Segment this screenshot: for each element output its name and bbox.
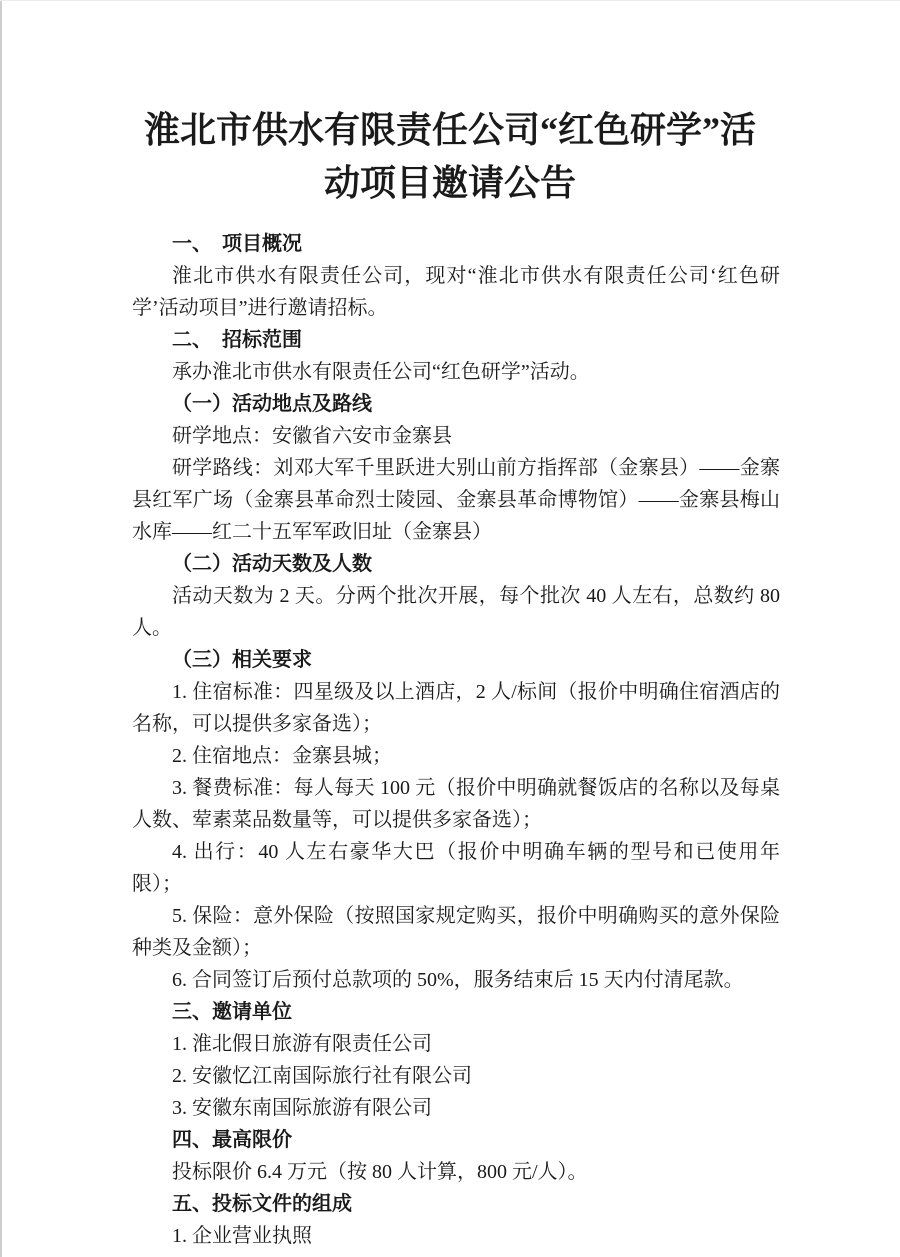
body-paragraph: 淮北市供水有限责任公司，现对“淮北市供水有限责任公司‘红色研学’活动项目”进行邀请招标。: [132, 265, 780, 319]
body-paragraph: 2. 住宿地点：金寨县城；: [172, 745, 392, 767]
section-heading: 三、邀请单位: [172, 1001, 292, 1023]
body-paragraph: 活动天数为 2 天。分两个批次开展，每个批次 40 人左右，总数约 80 人。: [132, 585, 780, 639]
body-paragraph: 2. 安徽忆江南国际旅行社有限公司: [172, 1065, 472, 1087]
body-paragraph: 3. 安徽东南国际旅游有限公司: [172, 1097, 432, 1119]
document-body: [132, 228, 780, 1252]
section-heading: 一、 项目概况: [172, 233, 302, 255]
section-heading: （二）活动天数及人数: [172, 553, 372, 575]
body-paragraph: 1. 住宿标准：四星级及以上酒店，2 人/标间（报价中明确住宿酒店的名称，可以提供多家备选）；: [132, 681, 780, 735]
section-heading: （三）相关要求: [172, 649, 312, 671]
body-paragraph: 1. 淮北假日旅游有限责任公司: [172, 1033, 432, 1055]
body-paragraph: 5. 保险：意外保险（按照国家规定购买，报价中明确购买的意外保险种类及金额）；: [132, 905, 780, 959]
body-paragraph: 1. 企业营业执照: [172, 1225, 312, 1247]
page-edge-line: [0, 1, 2, 1257]
section-heading: （一）活动地点及路线: [172, 393, 372, 415]
body-paragraph: 投标限价 6.4 万元（按 80 人计算，800 元/人）。: [172, 1161, 588, 1183]
section-heading: 五、投标文件的组成: [172, 1193, 352, 1215]
body-paragraph: 研学地点：安徽省六安市金寨县: [172, 425, 452, 447]
body-paragraph: 承办淮北市供水有限责任公司“红色研学”活动。: [172, 361, 590, 383]
section-heading: 二、 招标范围: [172, 329, 302, 351]
section-heading: 四、最高限价: [172, 1129, 292, 1151]
document-title: 淮北市供水有限责任公司“红色研学”活动项目邀请公告: [143, 110, 756, 203]
body-paragraph: 4. 出行：40 人左右豪华大巴（报价中明确车辆的型号和已使用年限）；: [132, 841, 780, 895]
body-paragraph: 3. 餐费标准：每人每天 100 元（报价中明确就餐饭店的名称以及每桌人数、荤素菜品数量等，可以提供多家备选）；: [132, 777, 780, 831]
body-paragraph: 研学路线：刘邓大军千里跃进大别山前方指挥部（金寨县）——金寨县红军广场（金寨县革命烈士陵园、金寨县革命博物馆）——金寨县梅山水库——红二十五军军政旧址（金寨县）: [132, 457, 780, 543]
body-paragraph: 6. 合同签订后预付总款项的 50%，服务结束后 15 天内付清尾款。: [172, 969, 744, 991]
